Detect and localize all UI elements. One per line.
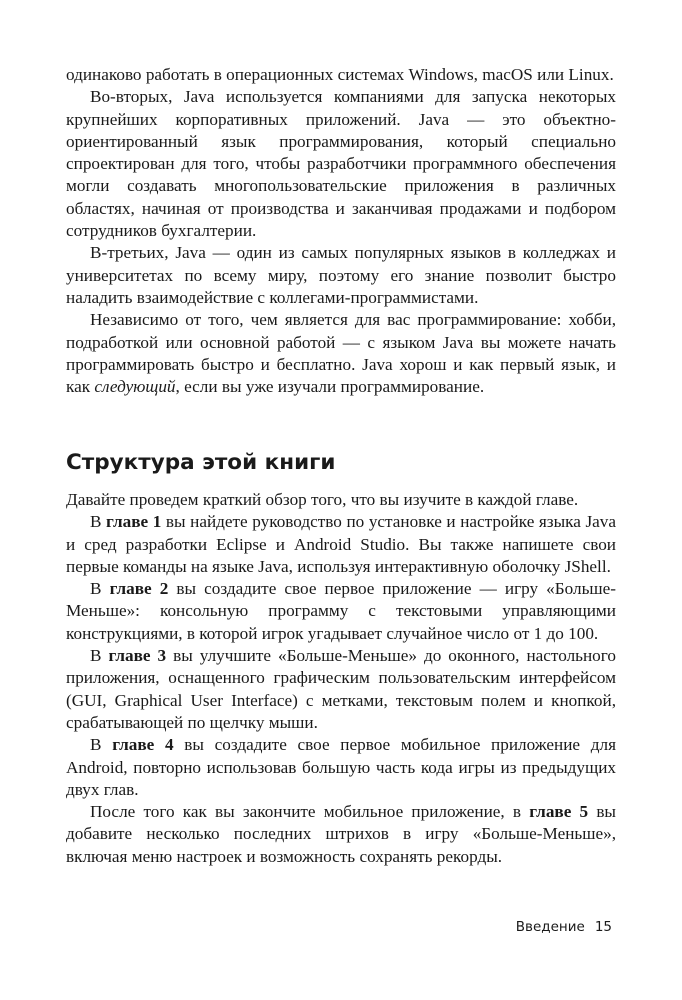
chapter-paragraph-4	[66, 734, 616, 801]
text-run: В	[90, 646, 109, 666]
section-text	[66, 489, 616, 868]
paragraph: Давайте проведем краткий обзор того, что вы изучите в каждой главе.	[66, 490, 579, 509]
text-run: вы улучшите «Больше-Меньше» до оконного, настольного приложения, оснащенного графическим пользовательским интерфейсом (GUI, Graphical User Interface) с метками, текстовым полем и кнопкой, срабатывающей по щелчку мыши.	[66, 646, 616, 732]
chapter-ref: главе 2	[109, 579, 169, 599]
chapter-ref: главе 4	[112, 735, 174, 755]
paragraph: Во-вторых, Java используется компаниями для запуска некоторых крупнейших корпоративных приложений. Java — это объектно-ориентированный язык программирования, который специально спроектирован для того, чтобы разработчики программного обеспечения могли создавать многопользовательские приложения в различных областях, начиная от производства и заканчивая продажами и подбором сотрудников бухгалтерии.	[66, 87, 616, 241]
intro-text	[66, 64, 616, 398]
chapter-paragraph-3	[66, 645, 616, 734]
text-run: вы создадите свое первое мобильное приложение для Android, повторно использовав большую часть кода игры из предыдущих двух глав.	[66, 735, 616, 799]
running-section-name: Введение	[515, 919, 585, 935]
text-run: В	[90, 735, 113, 755]
chapter-paragraph-5	[66, 801, 616, 868]
paragraph: одинаково работать в операционных системах Windows, macOS или Linux.	[66, 65, 614, 84]
text-run: вы добавите несколько последних штрихов в игру «Больше-Меньше», включая меню настроек и возможность сохранять рекорды.	[66, 802, 616, 866]
text-run: вы найдете руководство по установке и настройке языка Java и сред разработки Eclipse и Android Studio. Вы также напишете свои первые команды на языке Java, используя интерактивную оболочку JShell.	[66, 512, 616, 576]
chapter-ref: главе 3	[108, 646, 167, 666]
text-run: В	[90, 512, 107, 532]
paragraph: В-третьих, Java — один из самых популярных языков в колледжах и университетах по всему миру, поэтому его знание позволит быстро наладить взаимодействие с коллегами-программистами.	[66, 243, 616, 307]
chapter-ref: главе 5	[529, 802, 589, 822]
text-run: , если вы уже изучали программирование.	[175, 377, 485, 397]
text-run: В	[90, 579, 110, 599]
italic-text: следующий	[94, 377, 176, 397]
page-number: 15	[594, 919, 612, 935]
section-heading: Структура этой книги	[66, 450, 336, 475]
paragraph	[66, 309, 616, 398]
text-run: После того как вы закончите мобильное приложение, в	[90, 802, 530, 822]
text-run: Независимо от того, чем является для вас программирование: хобби, подработкой или основной работой — с языком Java вы можете начать программировать быстро и бесплатно. Java хорош и как первый язык, и как	[66, 310, 616, 397]
chapter-paragraph-2	[66, 578, 616, 645]
chapter-paragraph-1	[66, 511, 616, 578]
page-footer	[516, 919, 612, 935]
chapter-ref: главе 1	[106, 512, 162, 532]
text-run: вы создадите свое первое приложение — игру «Больше-Меньше»: консольную программу с текстовыми управляющими конструкциями, в которой игрок угадывает случайное число от 1 до 100.	[66, 579, 616, 643]
